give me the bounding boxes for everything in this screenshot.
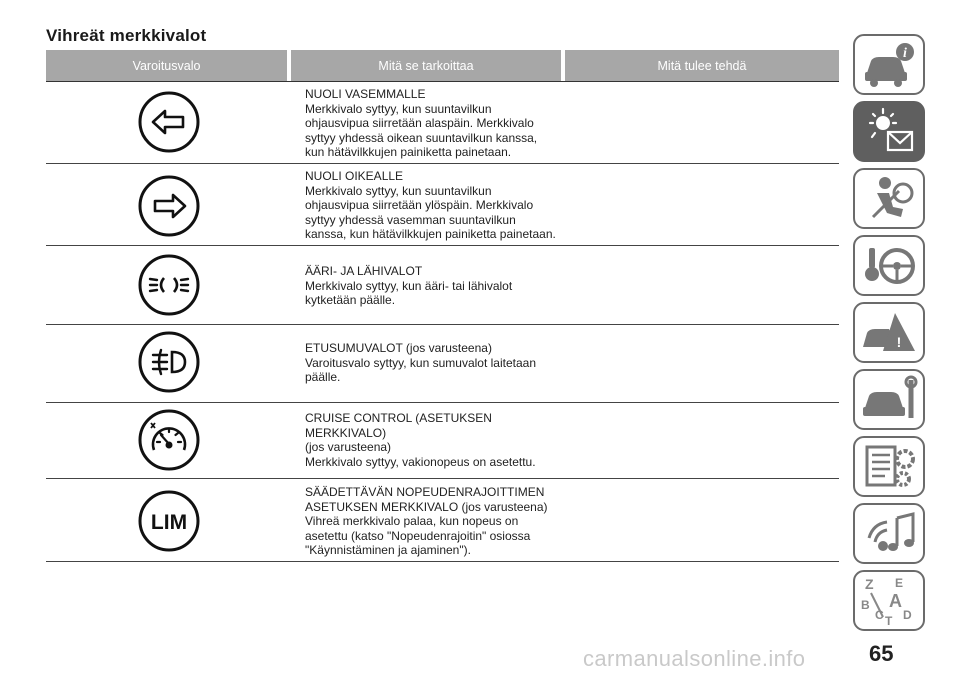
- svg-text:!: !: [896, 334, 902, 350]
- tab-emergency[interactable]: [853, 302, 925, 363]
- starting-driving-icon: [859, 240, 919, 292]
- svg-text:A: A: [889, 591, 902, 611]
- tab-technical-data[interactable]: [853, 436, 925, 497]
- row-description: CRUISE CONTROL (ASETUKSEN MERKKIVALO) (jos varusteena) Merkkivalo syttyy, vakionopeus on asetettu.: [305, 411, 536, 469]
- position-lights-icon: [137, 253, 201, 317]
- svg-text:C: C: [875, 608, 884, 622]
- row-description: ETUSUMUVALOT (jos varusteena) Varoitusvalo syttyy, kun sumuvalot laitetaan päälle.: [305, 341, 536, 385]
- technical-data-icon: [859, 441, 919, 493]
- table-row: [46, 82, 839, 164]
- table-row: [46, 164, 839, 246]
- tab-warning-lights[interactable]: [853, 101, 925, 162]
- warning-lights-message-icon: [859, 106, 919, 158]
- table-header: [46, 50, 839, 81]
- page-number: 65: [869, 641, 894, 666]
- index-icon: [859, 575, 919, 627]
- tab-index[interactable]: [853, 570, 925, 631]
- table-row: [46, 246, 839, 325]
- arrow-left-icon: [137, 90, 201, 154]
- table-row: [46, 479, 839, 562]
- svg-text:E: E: [895, 576, 904, 590]
- row-description: SÄÄDETTÄVÄN NOPEUDENRAJOITTIMEN ASETUKSEN MERKKIVALO (jos varusteena) Vihreä merkkivalo palaa, kun nopeus on asetettu (katso "Nopeudenrajoitin" osiossa "Käynnistäminen ja ajaminen").: [305, 485, 548, 558]
- tab-car-info[interactable]: [853, 34, 925, 95]
- row-description: NUOLI VASEMMALLE Merkkivalo syttyy, kun suuntavilkun ohjausvipua siirretään alaspäin. Merkkivalo syttyy yhdessä oikean suuntavilkun kanssa, kun hätävilkkujen painiketta painetaan.: [305, 87, 538, 160]
- svg-text:Z: Z: [865, 576, 874, 592]
- maintenance-icon: [859, 374, 919, 426]
- svg-text:i: i: [903, 46, 907, 61]
- column-header-action: Mitä tulee tehdä: [565, 50, 839, 81]
- table-row: [46, 403, 839, 479]
- tab-multimedia[interactable]: [853, 503, 925, 564]
- row-description: NUOLI OIKEALLE Merkkivalo syttyy, kun suuntavilkun ohjausvipua siirretään ylöspäin. Merkkivalo syttyy yhdessä vasemman suuntavilkun kanssa, kun hätävilkkujen painiketta painetaan.: [305, 169, 556, 242]
- emergency-icon: [859, 307, 919, 359]
- speed-limiter-label: LIM: [150, 511, 188, 534]
- watermark: carmanualsonline.info: [583, 646, 806, 671]
- row-description: ÄÄRI- JA LÄHIVALOT Merkkivalo syttyy, kun ääri- tai lähivalot kytketään päälle.: [305, 264, 513, 308]
- speed-limiter-icon: [137, 489, 201, 553]
- column-header-meaning: Mitä se tarkoittaa: [291, 50, 561, 81]
- column-header-warning-light: Varoitusvalo: [46, 50, 287, 81]
- svg-text:B: B: [861, 598, 870, 612]
- cruise-control-icon: [137, 408, 201, 472]
- page-title: Vihreät merkkivalot: [46, 26, 207, 45]
- safety-airbag-icon: [859, 173, 919, 225]
- multimedia-icon: [859, 508, 919, 560]
- table-row: [46, 325, 839, 403]
- tab-starting-driving[interactable]: [853, 235, 925, 296]
- tab-maintenance[interactable]: [853, 369, 925, 430]
- svg-text:D: D: [903, 608, 912, 622]
- tab-safety[interactable]: [853, 168, 925, 229]
- arrow-right-icon: [137, 174, 201, 238]
- car-info-icon: [859, 39, 919, 91]
- front-fog-lights-icon: [137, 330, 201, 394]
- svg-text:T: T: [885, 614, 893, 627]
